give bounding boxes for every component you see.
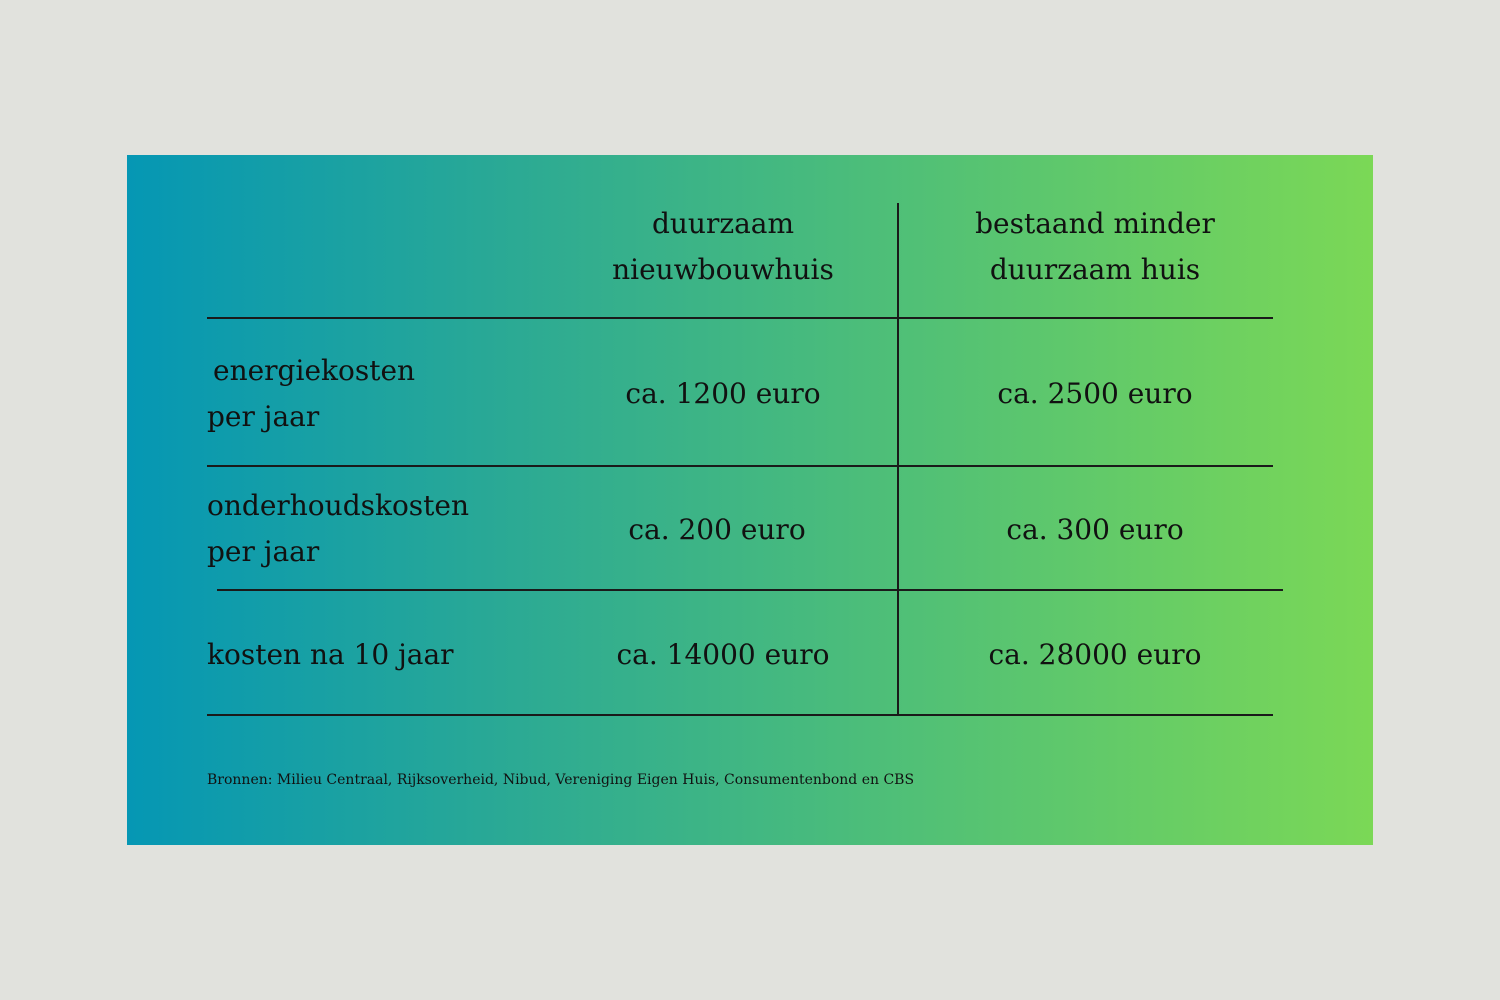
row-label-maintenance-line2: per jaar xyxy=(207,535,320,568)
row-label-energy-line2: per jaar xyxy=(207,400,320,433)
row-divider-2 xyxy=(217,589,1283,591)
cell-ten-years-existing: ca. 28000 euro xyxy=(988,638,1202,671)
header-col2-line1: bestaand minder xyxy=(975,207,1215,240)
cell-energy-existing: ca. 2500 euro xyxy=(997,377,1193,410)
header-existing-less-sustainable-home xyxy=(945,201,1245,293)
cell-ten-years-new: ca. 14000 euro xyxy=(616,638,830,671)
table-bottom-line xyxy=(207,714,1273,716)
row-label-maintenance xyxy=(207,483,469,575)
row-label-energy-line1: energiekosten xyxy=(213,354,416,387)
comparison-card xyxy=(127,155,1373,845)
cell-maintenance-existing: ca. 300 euro xyxy=(1006,513,1184,546)
row-label-ten-years: kosten na 10 jaar xyxy=(207,638,454,671)
cell-energy-new: ca. 1200 euro xyxy=(625,377,821,410)
header-col2-line2: duurzaam huis xyxy=(989,253,1201,286)
header-col1-line1: duurzaam xyxy=(651,207,795,240)
column-divider xyxy=(897,203,899,715)
row-label-energy xyxy=(207,348,415,440)
header-col1-line2: nieuwbouwhuis xyxy=(612,253,834,286)
row-label-maintenance-line1: onderhoudskosten xyxy=(207,489,470,522)
cell-maintenance-new: ca. 200 euro xyxy=(628,513,806,546)
header-divider xyxy=(207,317,1273,319)
row-divider-1 xyxy=(207,465,1273,467)
sources-footnote: Bronnen: Milieu Centraal, Rijksoverheid, Nibud, Vereniging Eigen Huis, Consumentenbond en CBS xyxy=(207,772,915,788)
header-new-sustainable-home xyxy=(573,201,873,293)
